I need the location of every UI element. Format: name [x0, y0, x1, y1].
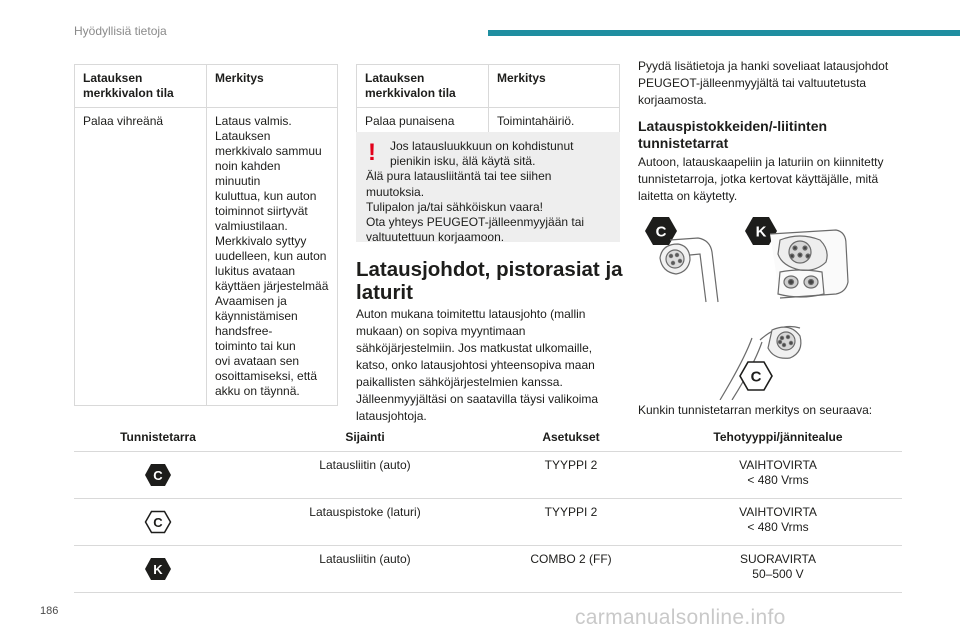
labels-table [74, 424, 902, 593]
row-label-cell [74, 452, 242, 499]
label-c-filled-icon [645, 217, 677, 245]
section-body: Auton mukana toimitettu latausjohto (mallin mukaan) on sopiva myyntimaan sähköjärjestelmiin. Jos matkustat ulkomaille, katso, onko latausjohtosi yhteensopiva maan paikallisten sähköjärjestelmien kanssa. Jälleenmyyjältäsi on saatavilla täysi valikoima latausjohtoja. [356, 307, 599, 423]
table1-state: Palaa vihreänä [75, 108, 207, 406]
svg-text:C: C [153, 515, 163, 530]
svg-text:C: C [153, 468, 163, 483]
combo2-inlet-icon [770, 230, 848, 298]
table2-header-state: Latauksen merkkivalon tila [357, 65, 489, 108]
labels-caption: Kunkin tunnistetarran merkitys on seuraava: [638, 403, 873, 417]
header-accent-bar [488, 30, 960, 36]
labels-body: Autoon, latauskaapeliin ja laturiin on kiinnitetty tunnistetarroja, jotka kertovat käyttäjälle, mitä laitetta on käytetty. [638, 155, 884, 203]
indicator-table-green [74, 64, 338, 406]
col-header-label: Tunnistetarra [74, 424, 242, 452]
row-power: VAIHTOVIRTA < 480 Vrms [654, 452, 902, 499]
row-label-cell [74, 499, 242, 546]
table-row [74, 546, 902, 593]
row-setting: TYYPPI 2 [488, 499, 654, 546]
label-c-filled-icon [144, 463, 172, 487]
row-location: Latausliitin (auto) [242, 452, 488, 499]
label-c-outline-icon [740, 362, 772, 390]
row-label-cell [74, 546, 242, 593]
table-row [74, 452, 902, 499]
exclamation-icon: ! [368, 139, 376, 166]
label-c-outline-icon [144, 510, 172, 534]
svg-text:K: K [755, 223, 767, 241]
row-power: SUORAVIRTA 50–500 V [654, 546, 902, 593]
type2-inlet-icon [660, 238, 718, 302]
row-setting: TYYPPI 2 [488, 452, 654, 499]
table-row [74, 499, 902, 546]
table1-meaning: Lataus valmis. Latauksen merkkivalo sammuu noin kahden minuutin kuluttua, kun auton toiminnot siirtyvät valmiustilaan. Merkkivalo syttyy uudelleen, kun auton lukitus avataan käyttäen järjestelmää Avaamisen ja käynnistämisen handsfree- toiminto tai kun ovi avataan sen osoittamiseksi, että akku on täynnä. [207, 108, 338, 406]
row-power: VAIHTOVIRTA < 480 Vrms [654, 499, 902, 546]
svg-text:C: C [655, 223, 667, 241]
watermark: carmanualsonline.info [575, 606, 786, 629]
indicator-table-red [356, 64, 620, 136]
col-header-power: Tehotyyppi/jännitealue [654, 424, 902, 452]
table2-meaning: Toimintahäiriö. [489, 108, 620, 136]
table1-header-meaning: Merkitys [207, 65, 338, 108]
label-k-filled-icon [144, 557, 172, 581]
labels-table-header [74, 424, 902, 452]
svg-text:C: C [750, 368, 762, 386]
right-intro: Pyydä lisätietoja ja hanki soveliaat latausjohdot PEUGEOT-jälleenmyyjältä tai valtuutetusta korjaamosta. [638, 59, 889, 107]
labels-subheading: Latauspistokkeiden/-liitinten tunnistetarrat [638, 118, 828, 151]
section-title: Latausjohdot, pistorasiat ja laturit [356, 258, 623, 304]
section-header: Hyödyllisiä tietoja [74, 24, 167, 38]
table2-header-meaning: Merkitys [489, 65, 620, 108]
table1-header-state: Latauksen merkkivalon tila [75, 65, 207, 108]
col-header-location: Sijainti [242, 424, 488, 452]
connector-illustration [640, 210, 900, 400]
col-header-setting: Asetukset [488, 424, 654, 452]
row-location: Latausliitin (auto) [242, 546, 488, 593]
svg-text:K: K [153, 562, 163, 577]
row-setting: COMBO 2 (FF) [488, 546, 654, 593]
warning-box: ! Jos latausluukkuun on kohdistunut pienikin isku, älä käytä sitä. Älä pura latausliitäntä tai tee siihen muutoksia. Tulipalon ja/tai sähköiskun vaara! Ota yhteys PEUGEOT-jälleenmyyjään tai valtuutettuun korjaamoon. [356, 132, 620, 242]
table2-state: Palaa punaisena [357, 108, 489, 136]
row-location: Latauspistoke (laturi) [242, 499, 488, 546]
page-number: 186 [40, 605, 59, 617]
